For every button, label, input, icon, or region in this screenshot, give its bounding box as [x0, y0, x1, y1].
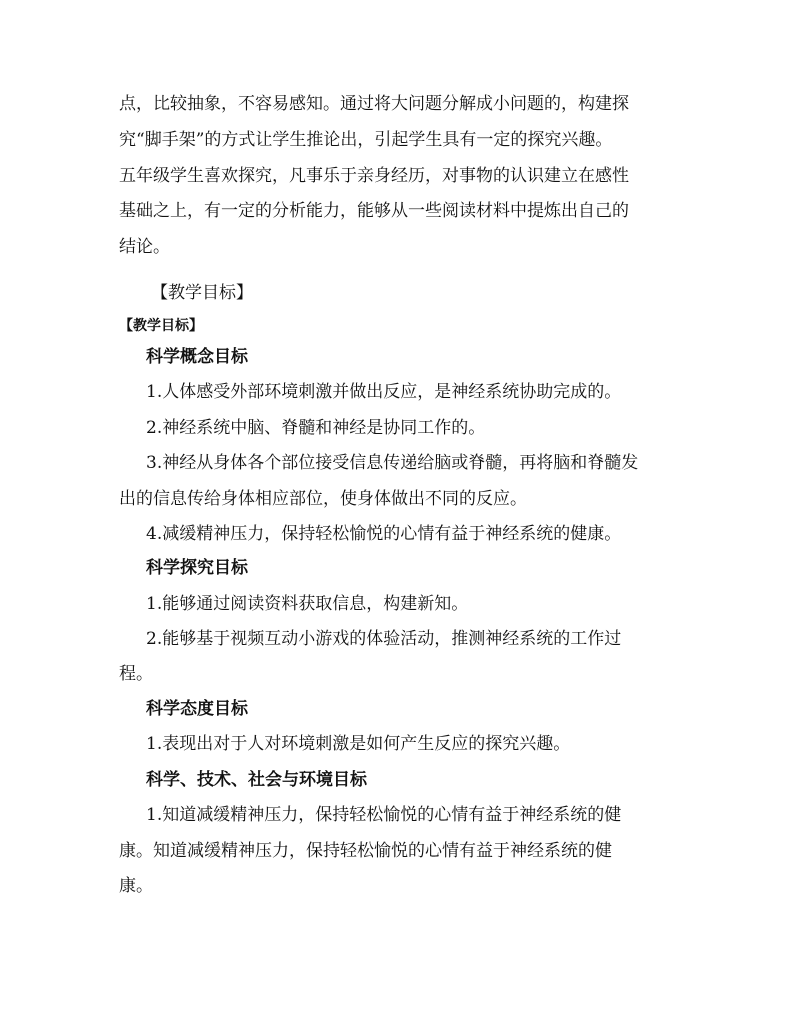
intro-line-1: 点，比较抽象，不容易感知。通过将大问题分解成小问题的，构建探 [119, 94, 629, 114]
inquiry-item-2-cont: 程。 [119, 664, 153, 684]
intro-line-4: 基础之上，有一定的分析能力，能够从一些阅读材料中提炼出自己的 [119, 201, 629, 221]
inquiry-item-1: 1.能够通过阅读资料获取信息，构建新知。 [146, 594, 469, 614]
inquiry-heading: 科学探究目标 [146, 558, 248, 578]
section-heading-small: 【教学目标】 [119, 318, 203, 334]
stse-heading: 科学、技术、社会与环境目标 [146, 770, 367, 790]
intro-line-2: 究“脚手架”的方式让学生推论出，引起学生具有一定的探究兴趣。 [119, 130, 613, 150]
concept-item-3: 3.神经从身体各个部位接受信息传递给脑或脊髓，再将脑和脊髓发 [146, 453, 639, 473]
intro-line-5: 结论。 [119, 237, 170, 257]
concept-heading: 科学概念目标 [146, 347, 248, 367]
concept-item-1: 1.人体感受外部环境刺激并做出反应，是神经系统协助完成的。 [146, 382, 622, 402]
intro-line-3: 五年级学生喜欢探究，凡事乐于亲身经历，对事物的认识建立在感性 [119, 166, 629, 186]
section-heading: 【教学目标】 [151, 283, 253, 303]
concept-item-2: 2.神经系统中脑、脊髓和神经是协同工作的。 [146, 418, 486, 438]
attitude-item-1: 1.表现出对于人对环境刺激是如何产生反应的探究兴趣。 [146, 734, 571, 754]
stse-item-1-end: 康。 [119, 876, 153, 896]
stse-item-1-cont: 康。知道减缓精神压力，保持轻松愉悦的心情有益于神经系统的健 [119, 841, 612, 861]
stse-item-1: 1.知道减缓精神压力，保持轻松愉悦的心情有益于神经系统的健 [146, 805, 622, 825]
attitude-heading: 科学态度目标 [146, 699, 248, 719]
concept-item-4: 4.减缓精神压力，保持轻松愉悦的心情有益于神经系统的健康。 [146, 524, 622, 544]
concept-item-3-cont: 出的信息传给身体相应部位，使身体做出不同的反应。 [119, 489, 527, 509]
inquiry-item-2: 2.能够基于视频互动小游戏的体验活动，推测神经系统的工作过 [146, 629, 622, 649]
